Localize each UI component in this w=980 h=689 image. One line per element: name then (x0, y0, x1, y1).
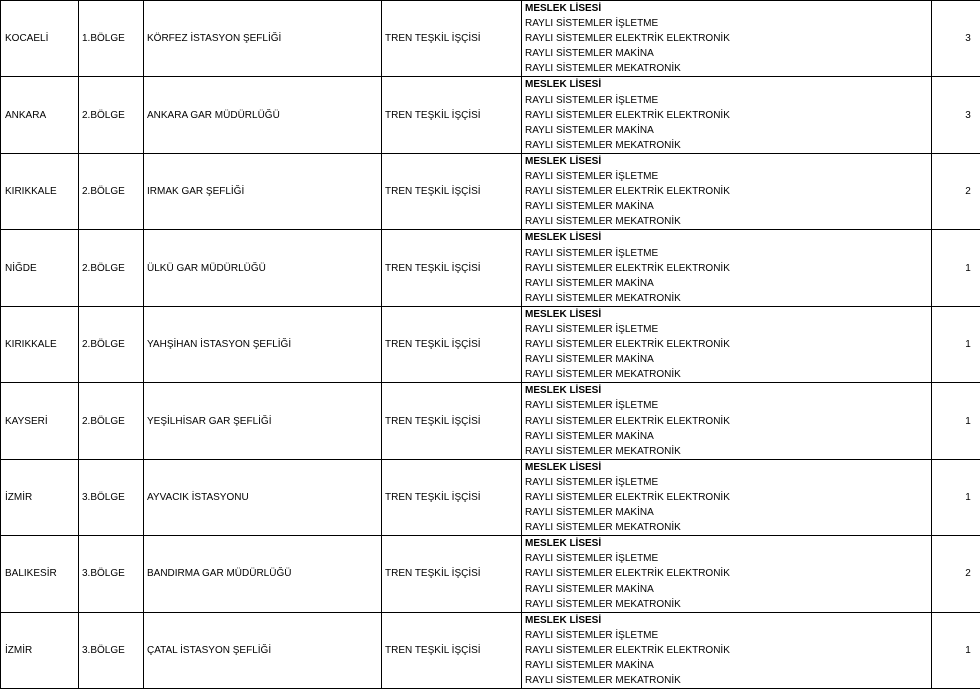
requirement-line: RAYLI SİSTEMLER İŞLETME (525, 93, 931, 108)
unit-cell: KÖRFEZ İSTASYON ŞEFLİĞİ (144, 1, 382, 77)
requirement-line: RAYLI SİSTEMLER MAKİNA (525, 123, 931, 138)
requirement-line: RAYLI SİSTEMLER MAKİNA (525, 582, 931, 597)
city-cell: BALIKESİR (1, 536, 79, 612)
region-cell: 2.BÖLGE (79, 306, 144, 382)
count-cell: 2 (932, 536, 980, 612)
requirement-line: RAYLI SİSTEMLER İŞLETME (525, 628, 931, 643)
requirement-line: RAYLI SİSTEMLER İŞLETME (525, 169, 931, 184)
region-cell: 2.BÖLGE (79, 230, 144, 306)
count-cell: 2 (932, 153, 980, 229)
table-row (1, 153, 980, 229)
requirements-cell (522, 383, 932, 459)
unit-cell: YEŞİLHİSAR GAR ŞEFLİĞİ (144, 383, 382, 459)
region-cell: 3.BÖLGE (79, 459, 144, 535)
requirement-line: RAYLI SİSTEMLER İŞLETME (525, 551, 931, 566)
requirement-title: MESLEK LİSESİ (525, 460, 931, 475)
requirement-line: RAYLI SİSTEMLER MEKATRONİK (525, 520, 931, 535)
requirement-line: RAYLI SİSTEMLER ELEKTRİK ELEKTRONİK (525, 414, 931, 429)
count-cell: 1 (932, 612, 980, 688)
requirement-line: RAYLI SİSTEMLER İŞLETME (525, 398, 931, 413)
requirements-cell (522, 459, 932, 535)
unit-cell: ÜLKÜ GAR MÜDÜRLÜĞÜ (144, 230, 382, 306)
unit-cell: AYVACIK İSTASYONU (144, 459, 382, 535)
requirement-line: RAYLI SİSTEMLER ELEKTRİK ELEKTRONİK (525, 261, 931, 276)
requirement-title: MESLEK LİSESİ (525, 536, 931, 551)
position-cell: TREN TEŞKİL İŞÇİSİ (382, 383, 522, 459)
requirement-line: RAYLI SİSTEMLER ELEKTRİK ELEKTRONİK (525, 31, 931, 46)
requirements-cell (522, 153, 932, 229)
count-cell: 1 (932, 459, 980, 535)
city-cell: KIRIKKALE (1, 153, 79, 229)
position-cell: TREN TEŞKİL İŞÇİSİ (382, 1, 522, 77)
requirement-line: RAYLI SİSTEMLER MAKİNA (525, 429, 931, 444)
requirements-cell (522, 536, 932, 612)
city-cell: ANKARA (1, 77, 79, 153)
requirement-line: RAYLI SİSTEMLER MEKATRONİK (525, 673, 931, 688)
requirement-line: RAYLI SİSTEMLER MEKATRONİK (525, 291, 931, 306)
region-cell: 3.BÖLGE (79, 612, 144, 688)
count-cell: 3 (932, 77, 980, 153)
unit-cell: ÇATAL İSTASYON ŞEFLİĞİ (144, 612, 382, 688)
requirement-line: RAYLI SİSTEMLER MAKİNA (525, 658, 931, 673)
region-cell: 2.BÖLGE (79, 153, 144, 229)
count-cell: 1 (932, 230, 980, 306)
region-cell: 3.BÖLGE (79, 536, 144, 612)
city-cell: İZMİR (1, 459, 79, 535)
count-cell: 1 (932, 383, 980, 459)
count-cell: 1 (932, 306, 980, 382)
requirements-cell (522, 77, 932, 153)
requirement-line: RAYLI SİSTEMLER MAKİNA (525, 276, 931, 291)
table-row (1, 77, 980, 153)
city-cell: KAYSERİ (1, 383, 79, 459)
requirement-line: RAYLI SİSTEMLER ELEKTRİK ELEKTRONİK (525, 184, 931, 199)
table-row (1, 306, 980, 382)
requirement-line: RAYLI SİSTEMLER ELEKTRİK ELEKTRONİK (525, 566, 931, 581)
table-row (1, 459, 980, 535)
position-cell: TREN TEŞKİL İŞÇİSİ (382, 77, 522, 153)
city-cell: İZMİR (1, 612, 79, 688)
region-cell: 1.BÖLGE (79, 1, 144, 77)
requirement-line: RAYLI SİSTEMLER MAKİNA (525, 46, 931, 61)
requirement-line: RAYLI SİSTEMLER İŞLETME (525, 16, 931, 31)
position-cell: TREN TEŞKİL İŞÇİSİ (382, 612, 522, 688)
vacancy-table-body (1, 1, 980, 689)
requirement-line: RAYLI SİSTEMLER ELEKTRİK ELEKTRONİK (525, 337, 931, 352)
city-cell: KOCAELİ (1, 1, 79, 77)
unit-cell: ANKARA GAR MÜDÜRLÜĞÜ (144, 77, 382, 153)
table-row (1, 383, 980, 459)
position-cell: TREN TEŞKİL İŞÇİSİ (382, 230, 522, 306)
requirement-line: RAYLI SİSTEMLER ELEKTRİK ELEKTRONİK (525, 643, 931, 658)
requirement-title: MESLEK LİSESİ (525, 154, 931, 169)
table-row (1, 230, 980, 306)
position-cell: TREN TEŞKİL İŞÇİSİ (382, 459, 522, 535)
requirement-line: RAYLI SİSTEMLER İŞLETME (525, 322, 931, 337)
requirement-title: MESLEK LİSESİ (525, 77, 931, 92)
city-cell: NİĞDE (1, 230, 79, 306)
requirements-cell (522, 230, 932, 306)
unit-cell: BANDIRMA GAR MÜDÜRLÜĞÜ (144, 536, 382, 612)
unit-cell: YAHŞİHAN İSTASYON ŞEFLİĞİ (144, 306, 382, 382)
requirement-line: RAYLI SİSTEMLER İŞLETME (525, 475, 931, 490)
position-cell: TREN TEŞKİL İŞÇİSİ (382, 153, 522, 229)
table-row (1, 1, 980, 77)
requirement-line: RAYLI SİSTEMLER MEKATRONİK (525, 367, 931, 382)
requirement-line: RAYLI SİSTEMLER MEKATRONİK (525, 597, 931, 612)
requirement-title: MESLEK LİSESİ (525, 230, 931, 245)
requirement-line: RAYLI SİSTEMLER İŞLETME (525, 246, 931, 261)
requirements-cell (522, 306, 932, 382)
requirement-title: MESLEK LİSESİ (525, 1, 931, 16)
requirement-line: RAYLI SİSTEMLER MEKATRONİK (525, 444, 931, 459)
count-cell: 3 (932, 1, 980, 77)
table-row (1, 536, 980, 612)
position-cell: TREN TEŞKİL İŞÇİSİ (382, 536, 522, 612)
requirement-line: RAYLI SİSTEMLER ELEKTRİK ELEKTRONİK (525, 490, 931, 505)
requirement-line: RAYLI SİSTEMLER MAKİNA (525, 505, 931, 520)
requirements-cell (522, 1, 932, 77)
position-cell: TREN TEŞKİL İŞÇİSİ (382, 306, 522, 382)
region-cell: 2.BÖLGE (79, 77, 144, 153)
requirement-line: RAYLI SİSTEMLER MAKİNA (525, 352, 931, 367)
requirement-line: RAYLI SİSTEMLER ELEKTRİK ELEKTRONİK (525, 108, 931, 123)
region-cell: 2.BÖLGE (79, 383, 144, 459)
table-row (1, 612, 980, 688)
requirement-title: MESLEK LİSESİ (525, 613, 931, 628)
requirement-title: MESLEK LİSESİ (525, 383, 931, 398)
requirement-line: RAYLI SİSTEMLER MEKATRONİK (525, 214, 931, 229)
city-cell: KIRIKKALE (1, 306, 79, 382)
unit-cell: IRMAK GAR ŞEFLİĞİ (144, 153, 382, 229)
requirement-title: MESLEK LİSESİ (525, 307, 931, 322)
requirement-line: RAYLI SİSTEMLER MEKATRONİK (525, 138, 931, 153)
requirements-cell (522, 612, 932, 688)
requirement-line: RAYLI SİSTEMLER MAKİNA (525, 199, 931, 214)
requirement-line: RAYLI SİSTEMLER MEKATRONİK (525, 61, 931, 76)
